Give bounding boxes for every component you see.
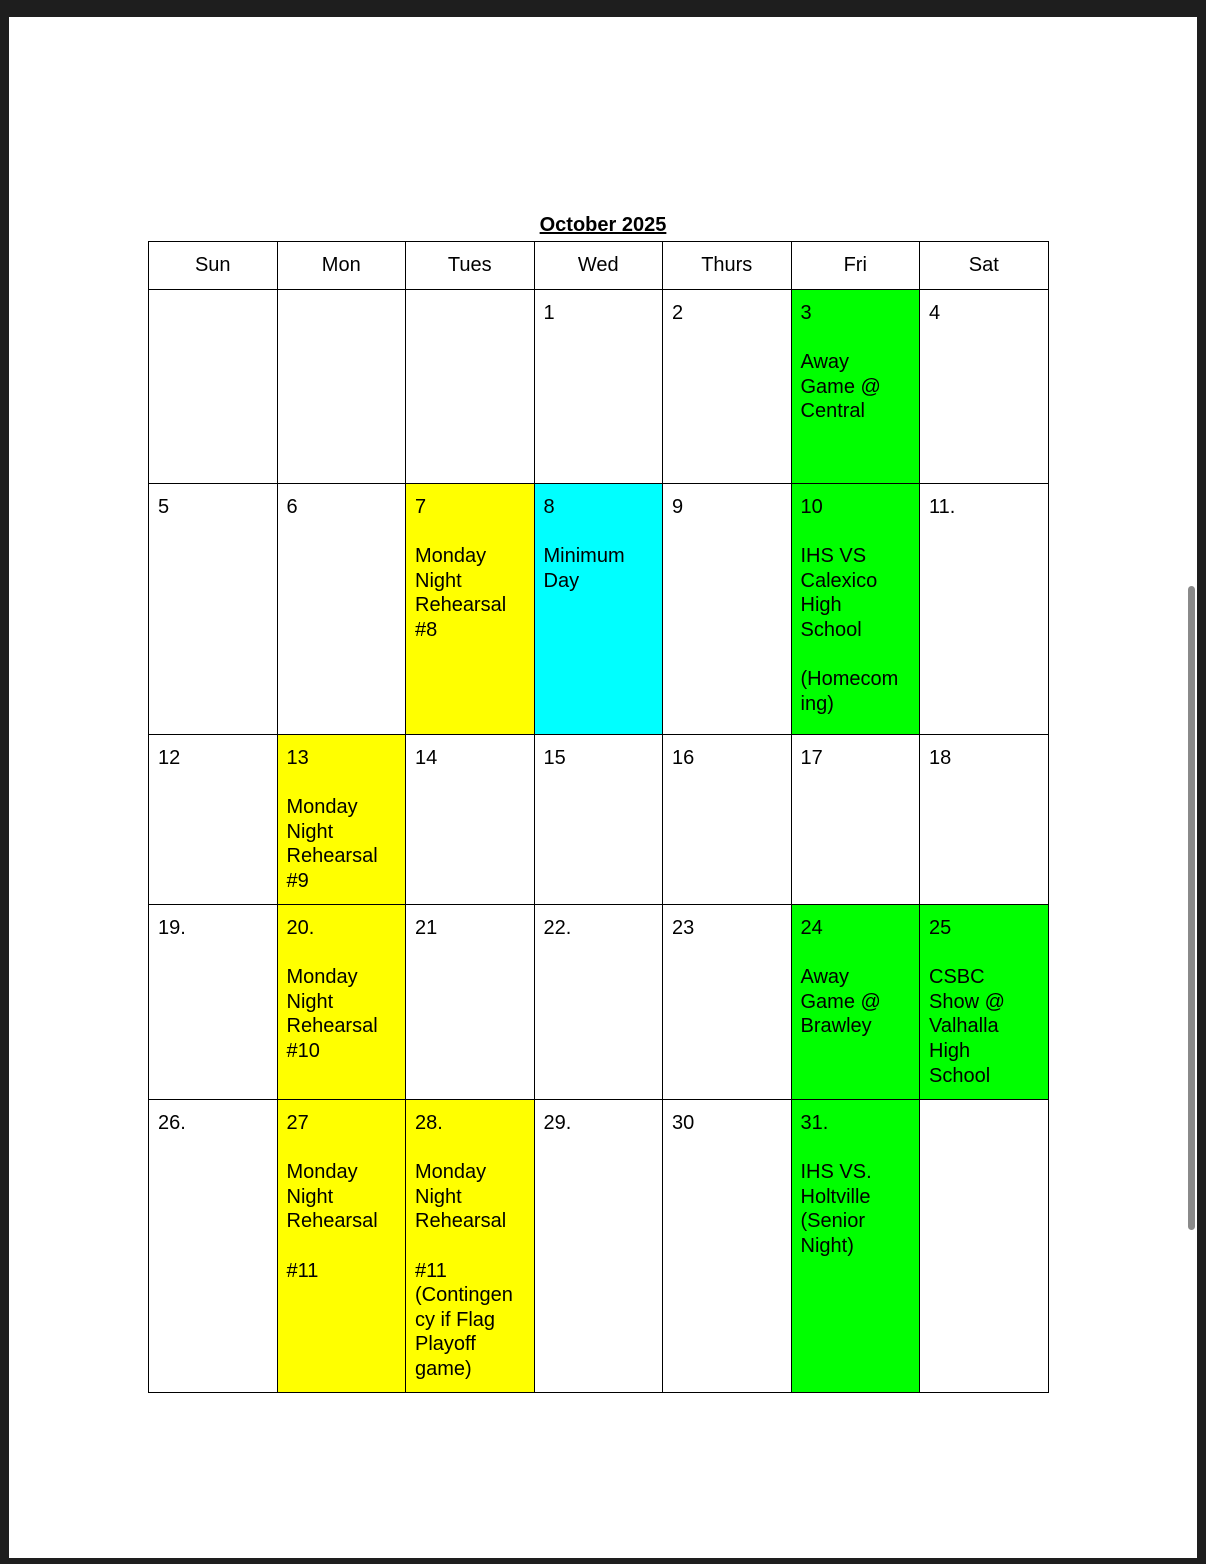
day-number: 4	[929, 302, 941, 324]
day-cell	[663, 290, 792, 484]
day-cell	[920, 1100, 1049, 1393]
day-cell	[920, 905, 1049, 1100]
calendar-title: October 2025	[539, 214, 667, 236]
day-cell	[277, 735, 406, 905]
day-cell	[534, 484, 663, 735]
day-cell	[149, 905, 278, 1100]
event-text: IHS VS. Holtville (Senior Night)	[800, 1161, 872, 1257]
day-cell	[791, 290, 920, 484]
day-number: 24	[800, 917, 823, 939]
day-cell	[791, 905, 920, 1100]
day-number: 29.	[543, 1112, 572, 1134]
event-text: Away Game @ Brawley	[800, 966, 881, 1038]
weekday-header: Thurs	[663, 242, 792, 290]
day-number: 27	[286, 1112, 309, 1134]
event-text: Monday Night Rehearsal #9	[286, 796, 378, 892]
day-cell	[277, 290, 406, 484]
day-cell	[149, 1100, 278, 1393]
day-cell	[791, 484, 920, 735]
day-number: 11.	[929, 496, 956, 518]
day-cell	[406, 1100, 535, 1393]
day-cell	[534, 735, 663, 905]
week-row	[149, 484, 1049, 735]
day-number: 5	[158, 496, 170, 518]
week-row	[149, 905, 1049, 1100]
day-cell	[663, 1100, 792, 1393]
day-number: 22.	[543, 917, 572, 939]
day-cell	[406, 735, 535, 905]
day-number: 13	[286, 747, 309, 769]
day-cell	[920, 484, 1049, 735]
day-cell	[663, 484, 792, 735]
day-number: 18	[929, 747, 952, 769]
day-cell	[149, 484, 278, 735]
day-number: 15	[543, 747, 566, 769]
day-cell	[534, 290, 663, 484]
week-row	[149, 290, 1049, 484]
day-cell	[277, 905, 406, 1100]
day-number: 6	[286, 496, 298, 518]
vertical-scrollbar[interactable]	[1188, 586, 1195, 1230]
weekday-header: Sun	[149, 242, 278, 290]
day-cell	[534, 1100, 663, 1393]
day-number: 20.	[286, 917, 315, 939]
day-number: 17	[800, 747, 823, 769]
event-text: Monday Night Rehearsal #8	[415, 545, 507, 641]
day-number: 25	[929, 917, 952, 939]
day-number: 9	[672, 496, 684, 518]
weekday-header: Tues	[406, 242, 535, 290]
day-cell	[406, 905, 535, 1100]
week-row	[149, 1100, 1049, 1393]
event-text: CSBC Show @ Valhalla High School	[929, 966, 1005, 1087]
day-number: 26.	[158, 1112, 186, 1134]
day-number: 31.	[800, 1112, 829, 1134]
day-number: 3	[800, 302, 812, 324]
day-cell	[920, 290, 1049, 484]
event-text: Monday Night Rehearsal #10	[286, 966, 378, 1062]
day-cell	[406, 484, 535, 735]
event-text: Monday Night Rehearsal #11 (Contingen cy if Flag Playoff game)	[415, 1161, 513, 1380]
day-number: 2	[672, 302, 684, 324]
weekday-header: Wed	[534, 242, 663, 290]
week-row	[149, 735, 1049, 905]
day-number: 16	[672, 747, 695, 769]
day-number: 7	[415, 496, 427, 518]
event-text: Away Game @ Central	[800, 351, 881, 423]
day-number: 1	[543, 302, 555, 324]
day-cell	[791, 1100, 920, 1393]
day-cell	[663, 905, 792, 1100]
day-cell	[534, 905, 663, 1100]
day-number: 10	[800, 496, 823, 518]
weekday-header: Mon	[277, 242, 406, 290]
event-text: IHS VS Calexico High School (Homecom ing)	[800, 545, 899, 715]
day-number: 12	[158, 747, 181, 769]
day-number: 23	[672, 917, 695, 939]
event-text: Minimum Day	[543, 545, 625, 592]
day-cell	[277, 484, 406, 735]
day-number: 28.	[415, 1112, 443, 1134]
day-number: 30	[672, 1112, 695, 1134]
event-text: Monday Night Rehearsal #11	[286, 1161, 378, 1282]
day-cell	[406, 290, 535, 484]
day-number: 19.	[158, 917, 186, 939]
day-cell	[920, 735, 1049, 905]
day-number: 8	[543, 496, 555, 518]
weekday-header: Fri	[791, 242, 920, 290]
day-number: 14	[415, 747, 438, 769]
weekday-header-row	[149, 242, 1049, 290]
day-cell	[277, 1100, 406, 1393]
day-cell	[149, 290, 278, 484]
day-cell	[663, 735, 792, 905]
day-cell	[791, 735, 920, 905]
day-cell	[149, 735, 278, 905]
day-number: 21	[415, 917, 438, 939]
weekday-header: Sat	[920, 242, 1049, 290]
calendar-table	[148, 241, 1049, 1393]
